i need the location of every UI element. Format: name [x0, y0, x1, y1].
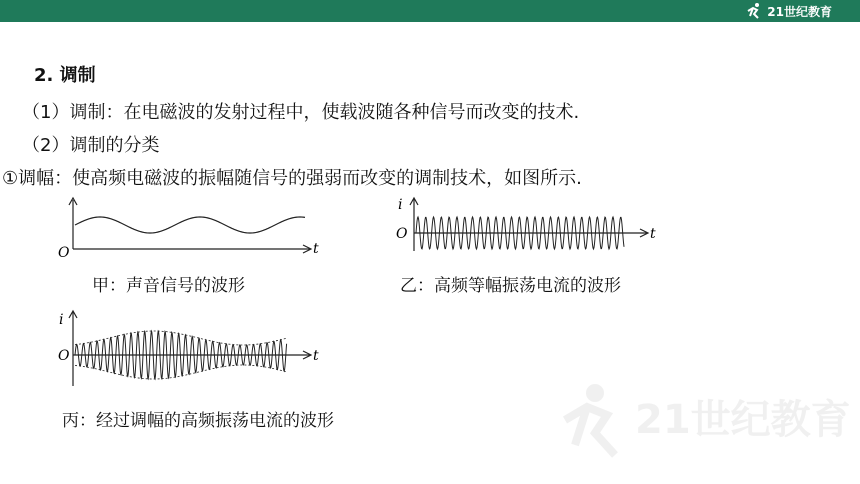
origin-label-c: O: [58, 348, 70, 364]
caption-figure-a: 甲：声音信号的波形: [92, 276, 245, 296]
watermark-logo: [555, 375, 855, 465]
item-modulation-types: （2）调制的分类: [22, 135, 160, 156]
runner-logo-icon: [745, 2, 763, 20]
caption-figure-c: 丙：经过调幅的高频振荡电流的波形: [62, 411, 334, 431]
brand-logo: [745, 2, 832, 20]
figure-carrier-wave: [392, 195, 662, 260]
i-axis-label-c: i: [59, 312, 64, 328]
origin-label-a: O: [58, 245, 70, 261]
t-axis-label-a: t: [313, 241, 319, 257]
watermark-text: 21世纪教育: [635, 397, 851, 443]
top-bar: [0, 0, 860, 22]
logo-text: 21世纪教育: [767, 4, 832, 19]
origin-label-b: O: [396, 226, 408, 242]
figure-sound-signal: [55, 195, 325, 265]
figure-am-wave: [55, 308, 330, 398]
item-modulation-definition: （1）调制：在电磁波的发射过程中，使载波随各种信号而改变的技术.: [22, 102, 580, 123]
t-axis-label-c: t: [313, 348, 319, 364]
t-axis-label-b: t: [650, 226, 656, 242]
item-amplitude-modulation: ①调幅：使高频电磁波的振幅随信号的强弱而改变的调制技术，如图所示.: [2, 168, 582, 189]
caption-figure-b: 乙：高频等幅振荡电流的波形: [400, 276, 621, 296]
i-axis-label-b: i: [398, 197, 403, 213]
section-title: 2. 调制: [34, 65, 96, 86]
